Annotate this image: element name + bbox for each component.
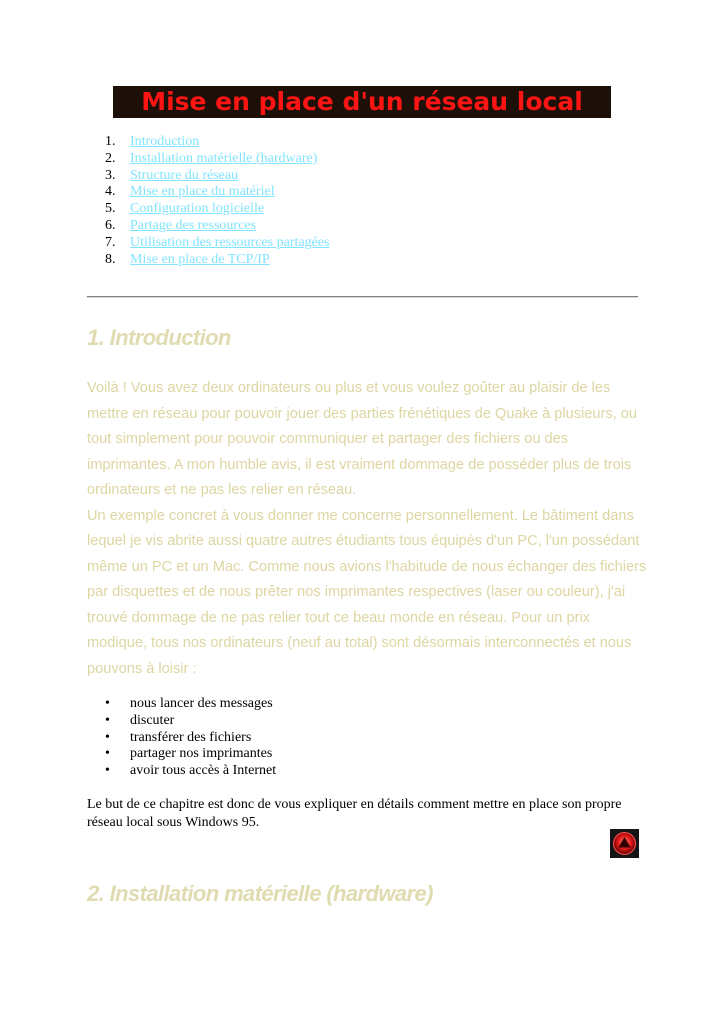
toc-item (105, 184, 329, 201)
intro-paragraph-2: Un exemple concret à vous donner me concerne personnellement. Le bâtiment dans lequel je vis abrite aussi quatre autres étudiants tous équipés d'un PC, l'un possédant même un PC et un Mac. Comme nous avions l'habitude de nous échanger des fichiers par disquettes et de nous prêter nos imprimantes respectives (laser ou couleur), j'ai trouvé dommage de ne pas relier tout ce beau monde en réseau. Pour un prix modique, tous nos ordinateurs (neuf au total) sont désormais interconnectés et nous pouvons à loisir : (87, 507, 647, 677)
chapter-summary: Le but de ce chapitre est donc de vous expliquer en détails comment mettre en place son propre réseau local sous Windows 95. (87, 797, 622, 830)
intro-paragraph-1: Voilà ! Vous avez deux ordinateurs ou plus et vous voulez goûter au plaisir de les mettre en réseau pour pouvoir jouer des parties frénétiques de Quake à plusieurs, ou tout simplement pour pouvoir communiquer et partager des fichiers ou des imprimantes. A mon humble avis, il est vraiment dommage de posséder plus de trois ordinateurs et ne pas les relier en réseau. (87, 380, 638, 498)
page-title: Mise en place d'un réseau local (141, 87, 583, 116)
toc-number: 8. (105, 251, 116, 267)
toc-item (105, 151, 329, 168)
toc-item (105, 134, 329, 151)
feature-list (105, 696, 276, 780)
list-item-text: partager nos imprimantes (130, 746, 273, 762)
toc-number: 4. (105, 184, 116, 200)
bullet-icon: • (105, 696, 110, 711)
section-heading-introduction: 1. Introduction (87, 325, 231, 350)
back-to-top-icon (612, 831, 637, 856)
back-to-top-button[interactable] (610, 829, 639, 858)
bullet-icon: • (105, 712, 110, 728)
toc-number: 1. (105, 134, 116, 149)
toc-item (105, 201, 329, 218)
list-item-text: nous lancer des messages (130, 696, 273, 711)
toc-link-introduction[interactable]: Introduction (130, 134, 200, 149)
toc-link-partage-ressources[interactable]: Partage des ressources (130, 217, 256, 233)
page-title-banner (113, 86, 611, 118)
toc-number: 3. (105, 167, 116, 183)
toc-number: 6. (105, 217, 116, 233)
list-item (105, 746, 276, 763)
bullet-icon: • (105, 729, 110, 745)
introduction-text (87, 376, 647, 682)
toc-link-installation-materielle[interactable]: Installation matérielle (hardware) (130, 150, 318, 166)
toc-item (105, 235, 329, 252)
list-item-text: avoir tous accès à Internet (130, 763, 277, 779)
toc-item (105, 168, 329, 185)
toc-item (105, 252, 329, 269)
toc-number: 7. (105, 234, 116, 250)
toc-link-mise-en-place-materiel[interactable]: Mise en place du matériel (130, 184, 275, 200)
toc-link-utilisation-ressources[interactable]: Utilisation des ressources partagées (130, 234, 330, 250)
section-heading-installation: 2. Installation matérielle (hardware) (87, 881, 433, 906)
toc-item (105, 218, 329, 235)
list-item-text: transférer des fichiers (130, 729, 252, 745)
toc-link-tcp-ip[interactable]: Mise en place de TCP/IP (130, 251, 270, 267)
list-item (105, 696, 276, 713)
toc-number: 5. (105, 201, 116, 217)
toc-link-configuration-logicielle[interactable]: Configuration logicielle (130, 201, 265, 217)
list-item (105, 763, 276, 780)
bullet-icon: • (105, 763, 110, 779)
list-item-text: discuter (130, 712, 175, 728)
list-item (105, 730, 276, 747)
toc-number: 2. (105, 150, 116, 166)
toc-link-structure-reseau[interactable]: Structure du réseau (130, 167, 239, 183)
table-of-contents (105, 134, 329, 268)
bullet-icon: • (105, 746, 110, 762)
horizontal-divider (87, 296, 638, 298)
list-item (105, 713, 276, 730)
